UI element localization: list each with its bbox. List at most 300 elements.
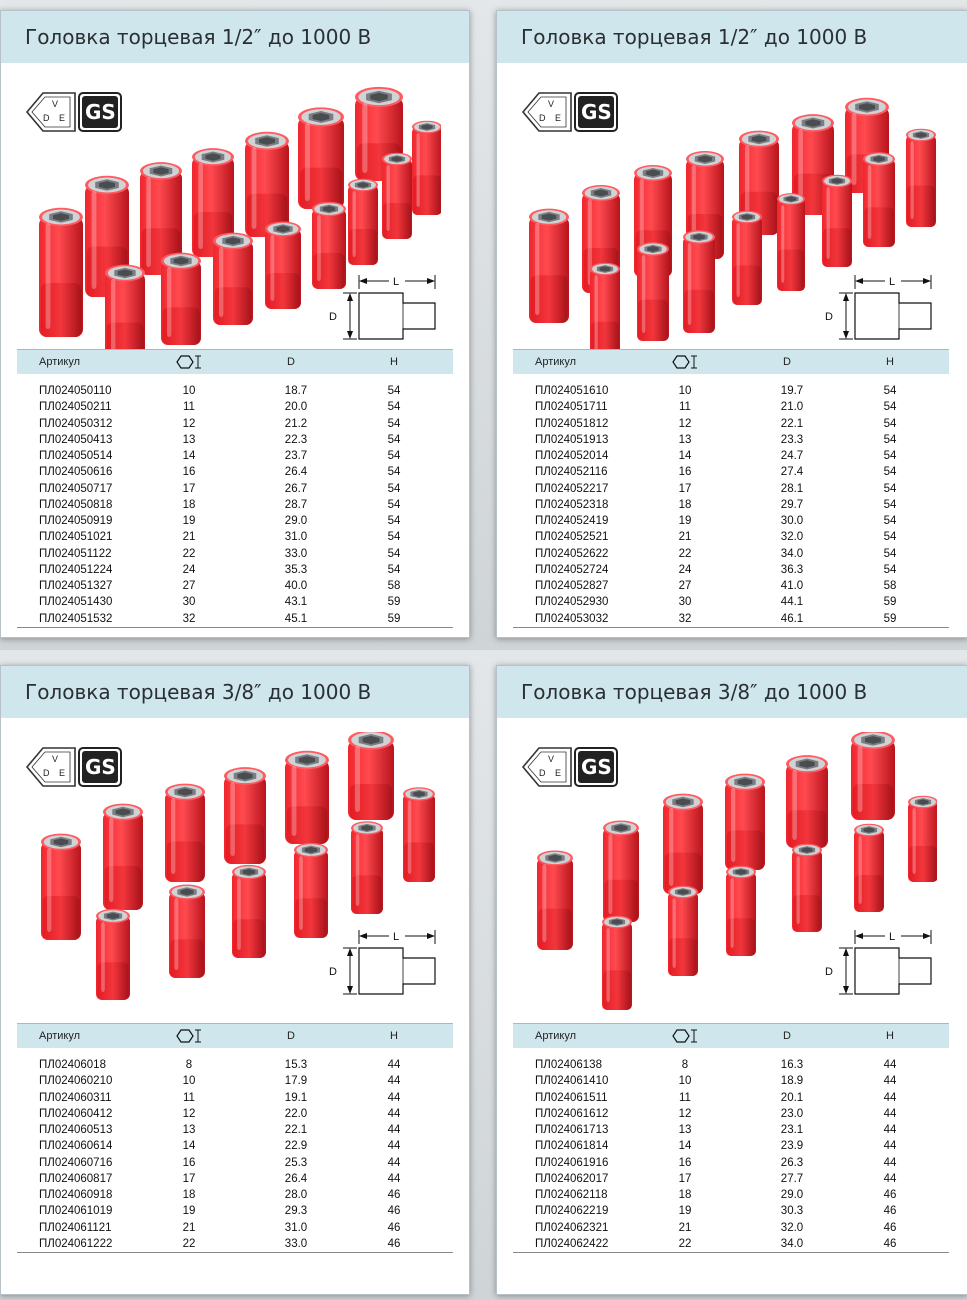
header-d: D [783,356,791,368]
table-row [17,594,453,610]
table-row [17,1203,453,1219]
vde-letter-d: D [539,768,546,778]
cell-d: 16.3 [780,1059,804,1071]
socket-item [169,884,205,978]
cell-h: 46 [387,1205,401,1218]
socket-item [725,774,765,870]
product-panel [496,10,967,638]
cell-h: 54 [387,466,401,479]
cell-d: 31.0 [284,1221,308,1234]
cell-size: 19 [678,1205,692,1218]
cell-h: 58 [387,580,401,592]
cell-article: ПЛ024061814 [535,1140,609,1153]
cell-h: 54 [883,466,897,479]
table-row [17,1106,453,1122]
cell-size: 14 [182,1140,196,1153]
socket-item [863,152,895,247]
cell-article: ПЛ024051812 [535,417,609,430]
table-row [513,1073,949,1089]
cell-article: ПЛ024051532 [39,612,113,625]
cell-h: 54 [387,450,401,462]
socket-item [668,886,698,976]
header-d: D [287,356,295,368]
cell-size: 14 [182,450,196,462]
gs-letters: GS [85,755,116,779]
socket-item [105,265,145,359]
table-row [513,594,949,610]
vde-letter-d: D [43,113,50,123]
cell-article: ПЛ024060716 [39,1156,113,1169]
socket-item [294,843,328,938]
table-row [17,513,453,529]
table-row [17,481,453,497]
table-row [17,578,453,594]
cell-article: ПЛ024050717 [39,482,113,495]
certification-block [25,746,125,788]
certification-marks [521,91,621,133]
cell-size: 8 [185,1059,193,1071]
cell-d: 19.1 [284,1091,308,1104]
cell-d: 36.3 [780,563,804,576]
cell-d: 23.3 [780,433,804,446]
cell-size: 18 [182,498,196,511]
cell-article: ПЛ024051327 [39,580,113,592]
vde-mark-icon [27,93,75,131]
vde-letter-e: E [555,768,562,778]
cell-article: ПЛ024050616 [39,466,113,479]
socket-item [603,820,639,922]
socket-item [590,263,620,359]
cell-size: 13 [678,433,692,446]
cell-d: 21.2 [284,417,308,430]
cell-article: ПЛ024060311 [39,1091,112,1104]
cell-size: 10 [678,385,692,397]
cell-h: 46 [883,1221,897,1234]
cell-h: 46 [883,1189,897,1201]
vde-letter-d: D [539,113,546,123]
table-header [17,1023,453,1048]
socket-item [382,153,412,239]
cell-article: ПЛ024061019 [39,1205,113,1218]
table-row [17,1090,453,1106]
gs-mark-icon [79,748,121,786]
hex-size-icon [175,354,203,370]
socket-item [285,751,329,844]
socket-item [412,121,441,215]
cell-size: 14 [678,1140,692,1153]
cell-h: 54 [883,450,897,462]
table-row [513,1203,949,1219]
cell-d: 21.0 [780,401,804,414]
cell-size: 10 [182,385,196,397]
cell-article: ПЛ024062422 [535,1237,609,1250]
cell-article: ПЛ024051021 [39,531,113,544]
cell-article: ПЛ024052217 [535,482,609,495]
vde-letter-e: E [59,768,66,778]
cell-d: 29.7 [780,498,804,511]
header-h: H [886,1030,894,1042]
vde-letter-d: D [43,768,50,778]
table-row [513,1236,949,1252]
cell-size: 18 [678,498,692,511]
cell-d: 22.1 [284,1124,308,1136]
header-article: Артикул [39,356,81,368]
cell-d: 26.4 [284,1172,308,1185]
cell-d: 40.0 [284,580,308,592]
cell-size: 21 [678,531,692,544]
cell-h: 44 [883,1156,897,1169]
table-row [17,1220,453,1236]
cell-size: 19 [182,515,196,527]
spec-table-body [17,383,453,628]
certification-marks [25,91,125,133]
gs-mark-icon [575,93,617,131]
cell-article: ПЛ024052930 [535,596,609,609]
cell-article: ПЛ024050110 [39,385,112,397]
dim-label-d: D [329,966,337,978]
vde-mark-icon [523,748,571,786]
gs-letters: GS [581,100,612,124]
dim-label-d: D [825,311,833,323]
product-panel [0,665,470,1295]
table-header [513,1023,949,1048]
cell-article: ПЛ024062321 [535,1221,609,1234]
cell-h: 46 [883,1237,897,1250]
cell-size: 11 [183,1091,195,1104]
table-row [17,1171,453,1187]
header-d: D [783,1030,791,1042]
table-row [513,1187,949,1203]
cell-h: 54 [387,547,401,560]
cell-article: ПЛ024050211 [39,401,112,414]
cell-h: 54 [883,515,897,527]
cell-d: 23.9 [780,1140,804,1153]
cell-size: 8 [681,1059,689,1071]
cell-size: 16 [678,1156,692,1169]
socket-item [906,129,936,227]
cell-d: 19.7 [780,385,804,397]
cell-article: ПЛ024060614 [39,1140,113,1153]
header-article: Артикул [535,1030,577,1042]
cell-h: 54 [387,433,401,446]
cell-size: 11 [183,401,195,414]
cell-size: 13 [182,1124,196,1136]
cell-d: 28.7 [284,498,308,511]
cell-article: ПЛ024060817 [39,1172,113,1185]
socket-item [232,865,266,958]
cell-d: 29.0 [780,1189,804,1201]
socket-item [348,179,378,265]
cell-d: 26.4 [284,466,308,479]
cell-d: 43.1 [284,596,308,609]
table-row [17,448,453,464]
cell-h: 59 [387,596,401,609]
table-row [17,1236,453,1252]
socket-item [351,821,383,914]
cell-article: ПЛ024061222 [39,1237,113,1250]
cell-article: ПЛ024050919 [39,515,113,527]
header-size [175,354,203,379]
cell-d: 22.3 [284,433,308,446]
cell-size: 12 [678,1107,692,1120]
cell-d: 25.3 [284,1156,308,1169]
header-h: H [886,356,894,368]
socket-item [103,804,143,910]
socket-item [213,233,253,325]
cell-article: ПЛ024060918 [39,1189,113,1201]
gs-letters: GS [85,100,116,124]
socket-item [224,767,266,864]
dim-label-d: D [825,966,833,978]
header-h: H [390,356,398,368]
socket-item [165,784,205,882]
cell-size: 21 [678,1221,692,1234]
cell-size: 30 [678,596,692,609]
cell-size: 22 [182,1237,196,1250]
table-row [513,497,949,513]
table-row [513,432,949,448]
cell-article: ПЛ02406018 [39,1059,106,1071]
vde-mark-icon [27,748,75,786]
cell-article: ПЛ024051711 [535,401,608,414]
socket-item [161,253,201,345]
cell-h: 46 [883,1205,897,1218]
cell-size: 13 [182,433,196,446]
cell-h: 54 [387,498,401,511]
table-row [513,383,949,399]
cell-size: 18 [182,1189,196,1201]
dim-label-l: L [393,276,400,288]
cell-d: 24.7 [780,450,804,462]
cell-size: 12 [182,1107,196,1120]
table-row [17,416,453,432]
table-row [513,481,949,497]
table-row [17,562,453,578]
vde-letter-v: V [52,754,59,764]
cell-size: 32 [182,612,196,625]
cell-h: 54 [387,515,401,527]
cell-d: 44.1 [780,596,804,609]
cell-article: ПЛ024061121 [39,1221,112,1234]
dimension-block [323,271,439,343]
table-row [513,513,949,529]
table-row [17,1155,453,1171]
cell-size: 16 [182,466,196,479]
cell-h: 44 [387,1172,401,1185]
table-row [513,416,949,432]
dimension-block [323,926,439,998]
socket-item [663,794,703,894]
table-row [513,1122,949,1138]
cell-d: 35.3 [284,563,308,576]
dimension-diagram [819,271,935,343]
cell-size: 24 [182,563,196,576]
socket-item [822,175,852,267]
cell-size: 22 [678,547,692,560]
cell-article: ПЛ024062017 [535,1172,609,1185]
cell-size: 27 [182,580,196,592]
cell-d: 32.0 [780,531,804,544]
cell-d: 34.0 [780,1237,804,1250]
cell-h: 59 [883,596,897,609]
cell-h: 44 [387,1075,401,1088]
table-row [513,1155,949,1171]
cell-d: 45.1 [284,612,308,625]
cell-h: 44 [387,1059,401,1071]
cell-article: ПЛ024062219 [535,1205,609,1218]
socket-item [245,132,289,237]
cell-size: 11 [679,1091,691,1104]
socket-item [41,834,81,940]
cell-size: 27 [678,580,692,592]
table-row [17,1073,453,1089]
table-header [17,349,453,374]
header-article: Артикул [39,1030,81,1042]
header-article: Артикул [535,356,577,368]
cell-article: ПЛ024052014 [535,450,609,462]
spec-table-body [513,383,949,628]
socket-item [908,796,937,882]
panel-title: Головка торцевая 3/8″ до 1000 В [1,666,469,718]
cell-size: 19 [182,1205,196,1218]
cell-h: 54 [883,482,897,495]
socket-item [637,242,669,341]
cell-article: ПЛ024052827 [535,580,609,592]
socket-item [726,866,756,956]
spec-table-body [17,1057,453,1253]
cell-h: 59 [883,612,897,625]
cell-size: 18 [678,1189,692,1201]
gs-mark-icon [79,93,121,131]
vde-letter-v: V [52,99,59,109]
dimension-block [819,926,935,998]
cell-h: 58 [883,580,897,592]
table-row [513,529,949,545]
certification-block [521,91,621,133]
cell-size: 16 [182,1156,196,1169]
cell-size: 17 [182,482,196,495]
cell-d: 32.0 [780,1221,804,1234]
header-size [671,1028,699,1053]
cell-h: 44 [387,1156,401,1169]
cell-h: 54 [387,401,401,414]
cell-article: ПЛ024060412 [39,1107,113,1120]
cell-size: 21 [182,1221,196,1234]
product-panel [496,665,967,1295]
socket-item [265,221,301,309]
cell-size: 12 [678,417,692,430]
vde-letter-v: V [548,754,555,764]
cell-size: 14 [678,450,692,462]
cell-d: 26.3 [780,1156,804,1169]
header-h: H [390,1030,398,1042]
cell-d: 17.9 [284,1075,308,1088]
socket-item [851,732,895,820]
header-size [175,1028,203,1053]
cell-d: 18.7 [284,385,308,397]
cell-size: 11 [679,401,691,414]
cell-h: 54 [883,417,897,430]
cell-article: ПЛ024050514 [39,450,113,462]
socket-item [39,208,83,337]
cell-h: 44 [883,1172,897,1185]
cell-h: 54 [387,531,401,544]
table-row [17,1187,453,1203]
cell-article: ПЛ024051913 [535,433,609,446]
socket-item [602,916,632,1010]
socket-item [96,909,130,1000]
header-size [671,354,699,379]
table-row [513,448,949,464]
cell-article: ПЛ024053032 [535,612,609,625]
hex-size-icon [175,1028,203,1044]
cell-d: 27.4 [780,466,804,479]
cell-h: 44 [387,1091,401,1104]
dimension-diagram [819,926,935,998]
cell-size: 32 [678,612,692,625]
cell-d: 28.0 [284,1189,308,1201]
socket-item [854,824,884,912]
cell-article: ПЛ024052521 [535,531,609,544]
table-row [17,1138,453,1154]
cell-size: 17 [678,1172,692,1185]
cell-h: 54 [883,433,897,446]
cell-article: ПЛ024051224 [39,563,113,576]
cell-size: 10 [182,1075,196,1088]
cell-size: 13 [678,1124,692,1136]
cell-h: 44 [883,1075,897,1088]
certification-marks [521,746,621,788]
cell-d: 30.0 [780,515,804,527]
cell-size: 22 [182,547,196,560]
cell-d: 33.0 [284,547,308,560]
cell-article: ПЛ024061713 [535,1124,609,1136]
cell-h: 59 [387,612,401,625]
cell-size: 17 [182,1172,196,1185]
vde-letter-e: E [555,113,562,123]
socket-item [683,230,715,333]
table-row [17,1057,453,1073]
cell-article: ПЛ024051610 [535,385,609,397]
socket-item [732,211,762,305]
cell-article: ПЛ02406138 [535,1059,602,1071]
dim-label-l: L [393,931,400,943]
table-row [17,432,453,448]
table-row [17,611,453,627]
cell-d: 34.0 [780,547,804,560]
cell-h: 46 [387,1221,401,1234]
cell-h: 54 [387,417,401,430]
socket-item [792,844,822,932]
cell-d: 33.0 [284,1237,308,1250]
cell-d: 27.7 [780,1172,804,1185]
cell-article: ПЛ024061916 [535,1156,609,1169]
header-d: D [287,1030,295,1042]
cell-size: 24 [678,563,692,576]
table-row [513,1106,949,1122]
cell-h: 54 [883,498,897,511]
table-row [513,1220,949,1236]
cell-article: ПЛ024051122 [39,547,112,560]
cell-d: 15.3 [284,1059,308,1071]
table-row [513,1090,949,1106]
dimension-block [819,271,935,343]
cell-h: 44 [883,1107,897,1120]
cell-size: 19 [678,515,692,527]
cell-h: 54 [883,563,897,576]
cell-d: 22.9 [284,1140,308,1153]
spec-table-body [513,1057,949,1253]
